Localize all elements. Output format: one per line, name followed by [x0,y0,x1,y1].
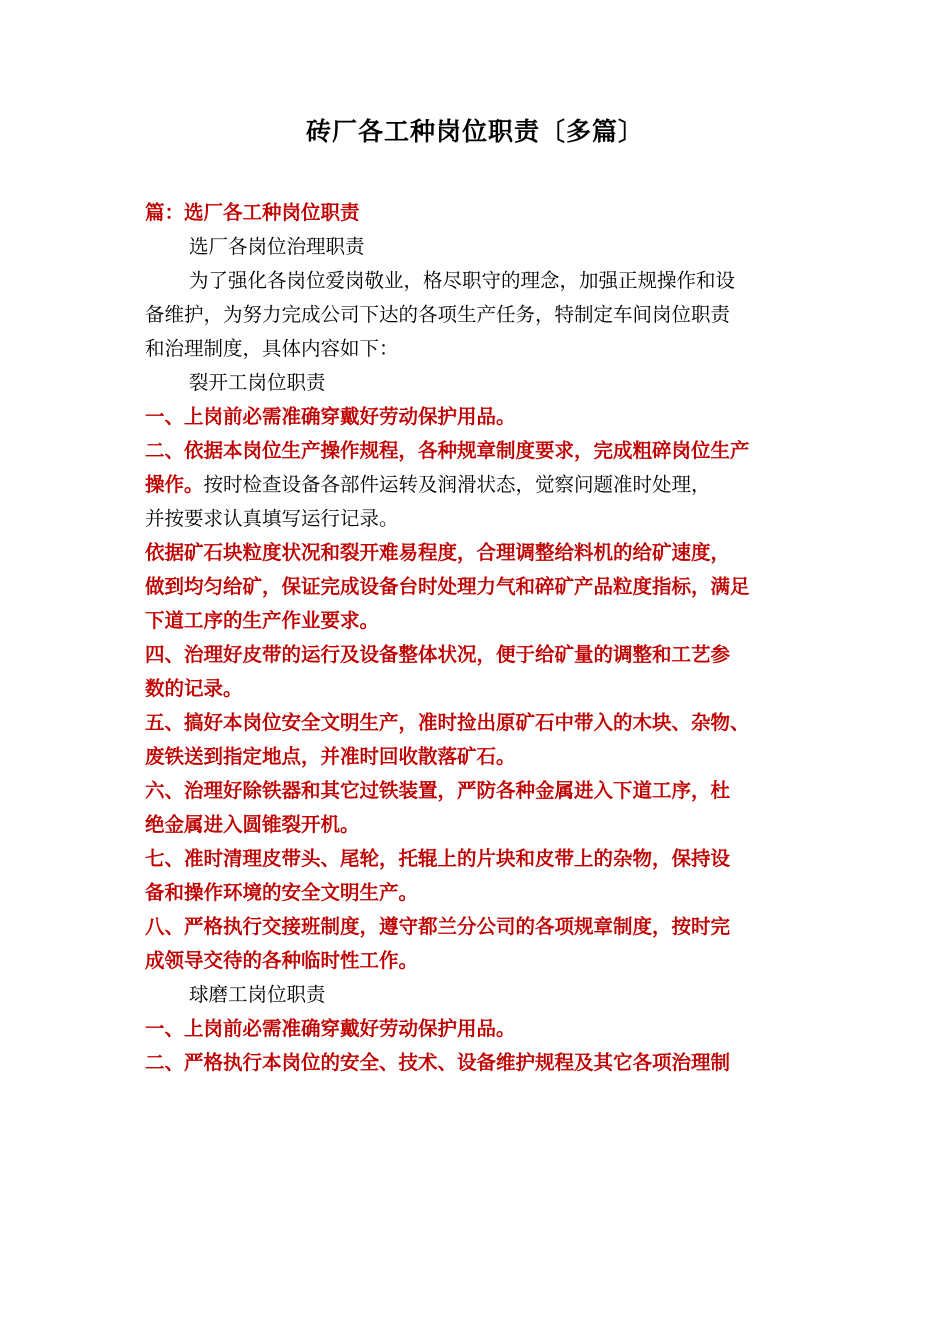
duty-item: 废铁送到指定地点，并准时回收散落矿石。 [145,745,516,768]
duty-item: 八、严格执行交接班制度，遵守都兰分公司的各项规章制度，按时完 [145,915,731,938]
duty-item-black-part: 按时检查设备各部件运转及润滑状态，觉察问题准时处理， [203,473,711,496]
paragraph-line: 和治理制度，具体内容如下： [145,337,399,360]
duty-item: 五、搞好本岗位安全文明生产，准时捡出原矿石中带入的木块、杂物、 [145,711,750,734]
paragraph-line: 为了强化各岗位爱岗敬业，格尽职守的理念，加强正规操作和设 [189,269,736,292]
duty-item: 数的记录。 [145,677,243,700]
duty-item: 六、治理好除铁器和其它过铁装置，严防各种金属进入下道工序，杜 [145,779,731,802]
paragraph-line: 备维护，为努力完成公司下达的各项生产任务，特制定车间岗位职责 [145,303,731,326]
duty-item: 成领导交待的各种临时性工作。 [145,949,419,972]
duty-item: 二、严格执行本岗位的安全、技术、设备维护规程及其它各项治理制 [145,1051,731,1074]
duty-item: 下道工序的生产作业要求。 [145,609,380,632]
subsection-heading: 裂开工岗位职责 [189,371,326,394]
duty-item: 七、准时清理皮带头、尾轮，托辊上的片块和皮带上的杂物，保持设 [145,847,731,870]
subsection-heading: 球磨工岗位职责 [189,983,326,1006]
duty-item: 一、上岗前必需准确穿戴好劳动保护用品。 [145,405,516,428]
duty-item: 备和操作环境的安全文明生产。 [145,881,419,904]
document-body [145,196,820,1080]
duty-item: 四、治理好皮带的运行及设备整体状况，便于给矿量的调整和工艺参 [145,643,731,666]
duty-item-red-part: 操作。 [145,473,204,496]
duty-item: 绝金属进入圆锥裂开机。 [145,813,360,836]
duty-item: 二、依据本岗位生产操作规程，各种规章制度要求，完成粗碎岗位生产 [145,439,750,462]
duty-item: 做到均匀给矿，保证完成设备台时处理力气和碎矿产品粒度指标，满足 [145,575,750,598]
document-title: 砖厂各工种岗位职责〔多篇〕 [305,117,644,146]
duty-item: 依据矿石块粒度状况和裂开难易程度，合理调整给料机的给矿速度， [145,541,731,564]
section-heading: 篇：选厂各工种岗位职责 [145,201,360,224]
duty-item: 一、上岗前必需准确穿戴好劳动保护用品。 [145,1017,516,1040]
subtitle: 选厂各岗位治理职责 [189,235,365,258]
duty-item-mixed [145,468,820,502]
paragraph-line: 并按要求认真填写运行记录。 [145,507,399,530]
